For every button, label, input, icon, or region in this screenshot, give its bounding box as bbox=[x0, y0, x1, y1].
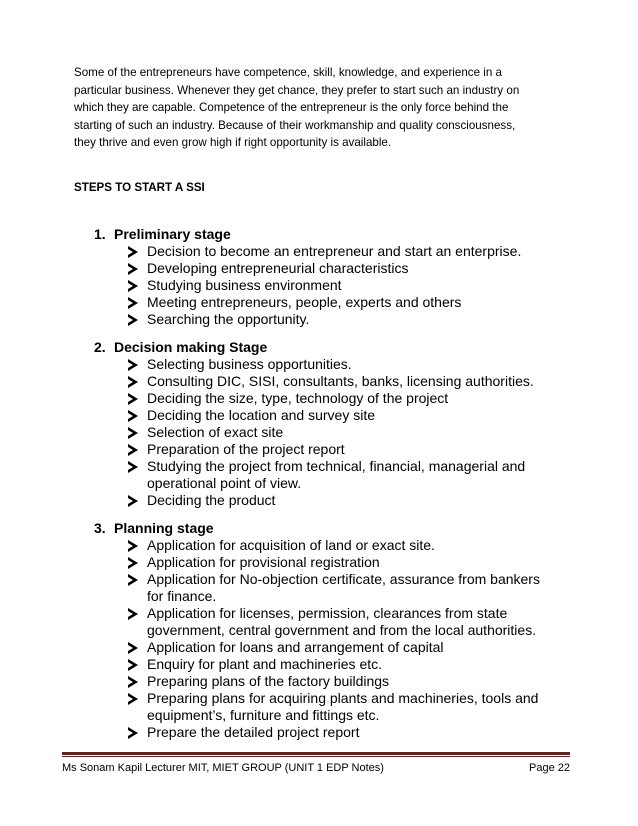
stage-title-text: Planning stage bbox=[114, 520, 214, 536]
list-item: Studying business environment bbox=[94, 277, 574, 294]
list-item: Deciding the location and survey site bbox=[94, 407, 574, 424]
list-item: Preparing plans for acquiring plants and machineries, tools and equipment’s, furniture and fittings etc. bbox=[94, 690, 574, 724]
arrow-bullet-icon bbox=[128, 659, 138, 671]
intro-line: which they are capable. Competence of the entrepreneur is the only force behind the bbox=[74, 101, 509, 115]
arrow-bullet-icon bbox=[128, 410, 138, 422]
arrow-bullet-icon bbox=[128, 461, 138, 473]
stage-planning bbox=[94, 520, 574, 741]
page-number: Page 22 bbox=[529, 762, 570, 774]
list-item: Application for licenses, permission, clearances from state government, central government and from the local authorities. bbox=[94, 605, 574, 639]
list-item: Preparing plans of the factory buildings bbox=[94, 673, 574, 690]
steps-heading: STEPS TO START A SSI bbox=[74, 181, 205, 194]
stage-number: 3. bbox=[94, 520, 106, 536]
list-item: Application for loans and arrangement of capital bbox=[94, 639, 574, 656]
list-item: Searching the opportunity. bbox=[94, 311, 574, 328]
list-item: Preparation of the project report bbox=[94, 441, 574, 458]
list-item: Decision to become an entrepreneur and start an enterprise. bbox=[94, 243, 574, 260]
arrow-bullet-icon bbox=[128, 427, 138, 439]
stage-number: 2. bbox=[94, 339, 106, 355]
list-item: Application for provisional registration bbox=[94, 554, 574, 571]
intro-line: particular business. Whenever they get chance, they prefer to start such an industry on bbox=[74, 83, 520, 97]
arrow-bullet-icon bbox=[128, 376, 138, 388]
list-item: Studying the project from technical, financial, managerial and operational point of view. bbox=[94, 458, 574, 492]
stage-title bbox=[94, 520, 574, 537]
intro-paragraph bbox=[74, 64, 574, 152]
stage-decision-making bbox=[94, 339, 574, 509]
list-item: Selecting business opportunities. bbox=[94, 356, 574, 373]
arrow-bullet-icon bbox=[128, 314, 138, 326]
list-item: Selection of exact site bbox=[94, 424, 574, 441]
arrow-bullet-icon bbox=[128, 557, 138, 569]
stage-preliminary bbox=[94, 226, 574, 328]
arrow-bullet-icon bbox=[128, 297, 138, 309]
arrow-bullet-icon bbox=[128, 608, 138, 620]
list-item: Consulting DIC, SISI, consultants, banks, licensing authorities. bbox=[94, 373, 574, 390]
list-item: Enquiry for plant and machineries etc. bbox=[94, 656, 574, 673]
list-item: Meeting entrepreneurs, people, experts and others bbox=[94, 294, 574, 311]
stage-number: 1. bbox=[94, 226, 106, 242]
list-item: Application for acquisition of land or exact site. bbox=[94, 537, 574, 554]
arrow-bullet-icon bbox=[128, 574, 138, 586]
arrow-bullet-icon bbox=[128, 727, 138, 739]
arrow-bullet-icon bbox=[128, 393, 138, 405]
stage-list bbox=[94, 537, 574, 741]
intro-line: starting of such an industry. Because of their workmanship and quality consciousness, bbox=[74, 118, 516, 132]
stage-list bbox=[94, 356, 574, 509]
arrow-bullet-icon bbox=[128, 642, 138, 654]
arrow-bullet-icon bbox=[128, 263, 138, 275]
arrow-bullet-icon bbox=[128, 693, 138, 705]
intro-line: they thrive and even grow high if right opportunity is available. bbox=[74, 136, 392, 150]
arrow-bullet-icon bbox=[128, 495, 138, 507]
arrow-bullet-icon bbox=[128, 540, 138, 552]
footer-divider bbox=[62, 752, 570, 755]
stage-title-text: Preliminary stage bbox=[114, 226, 231, 242]
arrow-bullet-icon bbox=[128, 676, 138, 688]
list-item: Deciding the size, type, technology of the project bbox=[94, 390, 574, 407]
arrow-bullet-icon bbox=[128, 280, 138, 292]
list-item: Developing entrepreneurial characteristics bbox=[94, 260, 574, 277]
stage-title bbox=[94, 226, 574, 243]
stage-list bbox=[94, 243, 574, 328]
footer-divider-thin bbox=[62, 756, 570, 757]
stage-title-text: Decision making Stage bbox=[114, 339, 268, 355]
list-item: Application for No-objection certificate, assurance from bankers for finance. bbox=[94, 571, 574, 605]
arrow-bullet-icon bbox=[128, 359, 138, 371]
arrow-bullet-icon bbox=[128, 444, 138, 456]
stage-title bbox=[94, 339, 574, 356]
list-item: Prepare the detailed project report bbox=[94, 724, 574, 741]
arrow-bullet-icon bbox=[128, 246, 138, 258]
list-item: Deciding the product bbox=[94, 492, 574, 509]
intro-line: Some of the entrepreneurs have competence, skill, knowledge, and experience in a bbox=[74, 66, 502, 79]
footer-author: Ms Sonam Kapil Lecturer MIT, MIET GROUP (UNIT 1 EDP Notes) bbox=[62, 762, 384, 774]
